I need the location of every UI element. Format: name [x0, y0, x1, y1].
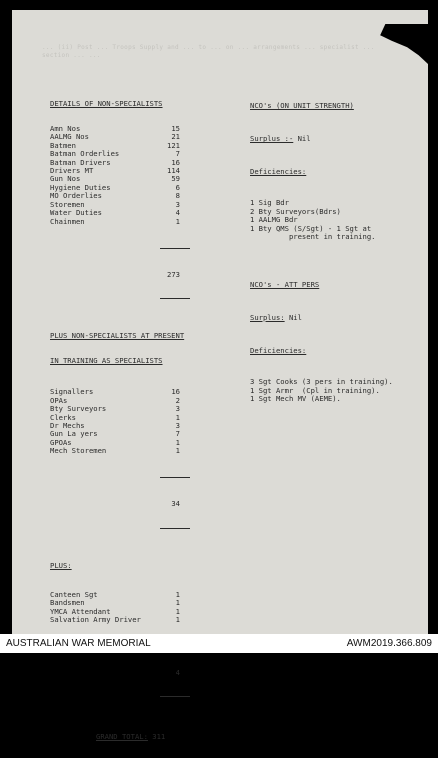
item-label: Storemen: [50, 199, 85, 209]
item-value: 121: [167, 140, 180, 150]
item-value: 16: [171, 157, 180, 167]
item-label: Batman Drivers: [50, 157, 111, 167]
item-value: 1: [175, 412, 180, 422]
item-label: Batman Orderlies: [50, 149, 120, 159]
item-label: Drivers MT: [50, 166, 94, 176]
surplus-1: [250, 135, 420, 143]
item-label: Gun Nos: [50, 174, 81, 184]
item-label: Canteen Sgt: [50, 589, 98, 599]
item-value: 1: [175, 589, 180, 599]
rule: [160, 248, 190, 249]
deficiencies-2-label: Deficiencies:: [250, 346, 307, 356]
section3-total: 4: [175, 668, 180, 678]
nco-unit-heading: NCO's (ON UNIT STRENGTH): [250, 100, 354, 110]
item-value: 1: [175, 216, 180, 226]
section1-total: 273: [167, 269, 180, 279]
item-label: Signallers: [50, 387, 94, 397]
deficiencies-1-label: Deficiencies:: [250, 167, 307, 177]
item-label: Clerks: [50, 412, 76, 422]
section2-list: [50, 388, 190, 455]
surplus-2-label: Surplus:: [250, 312, 285, 322]
item-label: Salvation Army Driver: [50, 615, 141, 625]
item-label: Chainmen: [50, 216, 85, 226]
item-value: 7: [175, 429, 180, 439]
item-value: 59: [171, 174, 180, 184]
rule: [160, 528, 190, 529]
item-value: 8: [175, 191, 180, 201]
item-label: Water Duties: [50, 208, 102, 218]
item-value: 1: [175, 606, 180, 616]
surplus-2-value: Nil: [288, 312, 302, 322]
list-item: [50, 218, 190, 226]
item-label: Dr Mechs: [50, 421, 85, 431]
item-label: Hygiene Duties: [50, 182, 111, 192]
list-item: present in training.: [250, 232, 376, 242]
item-label: MO Orderlies: [50, 191, 102, 201]
grand-total-value: 311: [152, 731, 166, 741]
item-label: YMCA Attendant: [50, 606, 111, 616]
section1-list: [50, 125, 190, 226]
item-value: 16: [171, 387, 180, 397]
bleed-through-text: ... (ii) Post ... Troops Supply and ... to ... on ... arrangements ... specialist ... section ... ...: [42, 44, 375, 59]
item-value: 3: [175, 199, 180, 209]
list-item: 3 Sgt Cooks (3 pers in training).: [250, 377, 393, 387]
item-value: 3: [175, 404, 180, 414]
list-item: 1 Sgt Armr (Cpl in training).: [250, 385, 380, 395]
archive-footer: [0, 634, 438, 653]
deficiencies-1-list: [250, 199, 420, 241]
item-value: 1: [175, 615, 180, 625]
item-value: 1: [175, 446, 180, 456]
item-value: 114: [167, 166, 180, 176]
source-label: AUSTRALIAN WAR MEMORIAL: [6, 638, 151, 649]
surplus-1-label: Surplus :-: [250, 134, 294, 144]
list-item: 1 Sgt Mech MV (AEME).: [250, 394, 341, 404]
section2-total: 34: [171, 499, 180, 509]
item-value: 2: [175, 395, 180, 405]
item-value: 7: [175, 149, 180, 159]
list-item: [50, 616, 190, 624]
surplus-1-value: Nil: [297, 134, 311, 144]
list-item: 1 Bty QMS (S/Sgt) - 1 Sgt at: [250, 223, 372, 233]
left-column: [50, 83, 190, 758]
right-column: [250, 85, 420, 420]
item-value: 1: [175, 598, 180, 608]
item-value: 1: [175, 437, 180, 447]
list-item: 1 Sig Bdr: [250, 198, 289, 208]
item-label: Mech Storemen: [50, 446, 107, 456]
item-value: 15: [171, 124, 180, 134]
section1-title: DETAILS OF NON-SPECIALISTS: [50, 98, 163, 108]
list-item: 1 AALMG Bdr: [250, 215, 298, 225]
list-item: [50, 388, 190, 396]
item-value: 6: [175, 182, 180, 192]
reference-number: AWM2019.366.809: [346, 638, 432, 649]
rule: [160, 696, 190, 697]
nco-att-heading: NCO's - ATT PERS: [250, 279, 320, 289]
item-value: 3: [175, 421, 180, 431]
item-label: Bandsmen: [50, 598, 85, 608]
item-label: Bty Surveyors: [50, 404, 107, 414]
surplus-2: [250, 314, 420, 322]
deficiencies-2-list: [250, 378, 420, 403]
item-label: Gun La yers: [50, 429, 98, 439]
item-label: GPOAs: [50, 437, 72, 447]
item-label: AALMG Nos: [50, 132, 89, 142]
item-label: Batmen: [50, 140, 76, 150]
list-item: [50, 447, 190, 455]
rule: [160, 477, 190, 478]
section2-title-line2: IN TRAINING AS SPECIALISTS: [50, 356, 163, 366]
item-value: 4: [175, 208, 180, 218]
grand-total: [50, 733, 190, 741]
section2-title: PLUS NON-SPECIALISTS AT PRESENT: [50, 330, 185, 340]
list-item: 2 Bty Surveyors(Bdrs): [250, 206, 341, 216]
item-value: 21: [171, 132, 180, 142]
grand-total-label: GRAND TOTAL:: [96, 731, 148, 741]
section3-title: PLUS:: [50, 560, 72, 570]
section3-list: [50, 591, 190, 625]
item-label: OPAs: [50, 395, 68, 405]
rule: [160, 298, 190, 299]
item-label: Amn Nos: [50, 124, 81, 134]
